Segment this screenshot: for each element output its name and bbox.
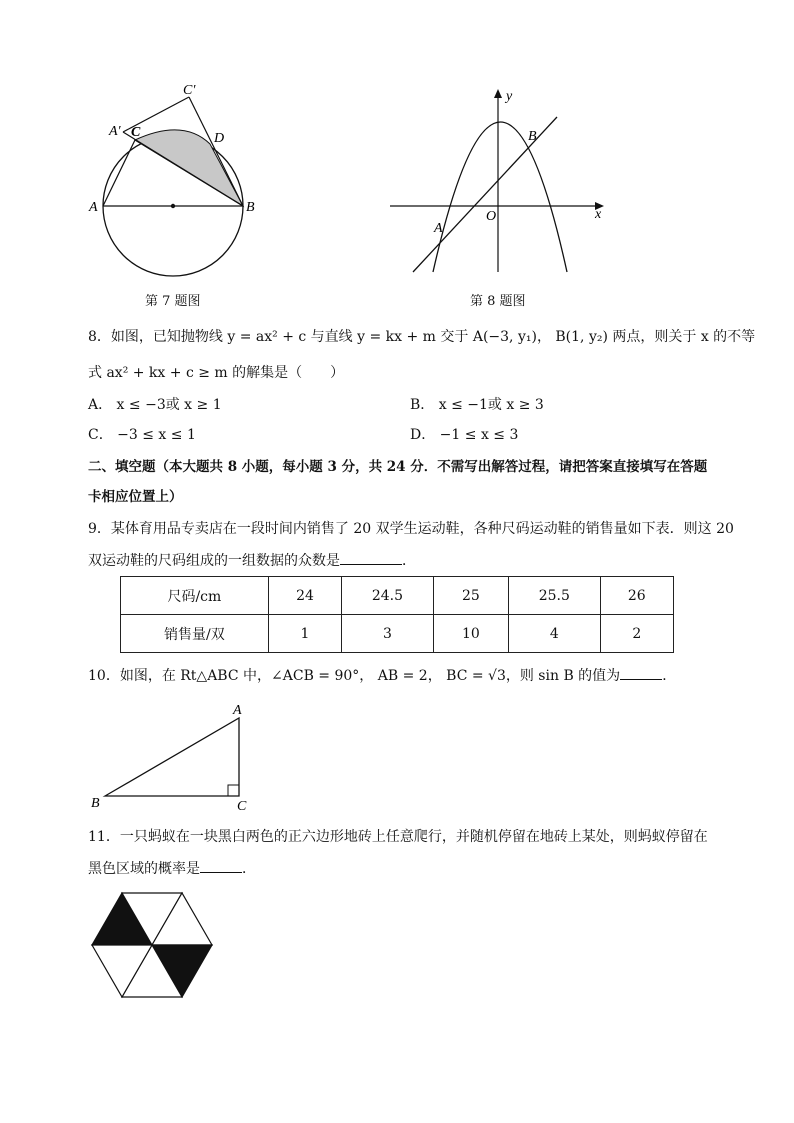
q9-count-1: 1 bbox=[268, 615, 341, 653]
fig7-center-dot bbox=[171, 204, 175, 208]
q9-size-24-5: 24.5 bbox=[342, 577, 433, 615]
q9-line1: 9．某体育用品专卖店在一段时间内销售了 20 双学生运动鞋，各种尺码运动鞋的销售量如下表．则这 20 bbox=[88, 521, 734, 537]
figure-7 bbox=[85, 78, 275, 288]
q9-end: ． bbox=[402, 553, 416, 569]
fig8-label-x: x bbox=[595, 207, 602, 222]
q10-line1-wrap bbox=[88, 665, 676, 686]
q9-table bbox=[120, 576, 674, 653]
q10-end: ． bbox=[662, 668, 677, 684]
q8-option-a: A． x ≤ −3或 x ≥ 1 bbox=[88, 397, 222, 413]
q8-line2: 式 ax² + kx + c ≥ m 的解集是（ ） bbox=[88, 365, 345, 381]
q11-line2-wrap bbox=[88, 858, 256, 879]
fig7-caption: 第 7 题图 bbox=[145, 294, 201, 309]
fig7-label-D: D bbox=[214, 131, 225, 146]
fig8-label-O: O bbox=[486, 209, 497, 224]
q11-line1: 11．一只蚂蚁在一块黑白两色的正六边形地砖上任意爬行，并随机停留在地砖上某处，则蚂蚁停留在 bbox=[88, 829, 708, 845]
q9-size-24: 24 bbox=[268, 577, 341, 615]
fig8-label-y: y bbox=[506, 89, 513, 104]
q11-line2: 黑色区域的概率是 bbox=[88, 861, 200, 877]
q9-size-26: 26 bbox=[600, 577, 673, 615]
fig10-label-C: C bbox=[237, 799, 247, 814]
fig8-label-A: A bbox=[434, 221, 443, 236]
fig8-parabola bbox=[433, 122, 567, 272]
q8-option-b: B． x ≤ −1或 x ≥ 3 bbox=[410, 397, 544, 413]
q9-table-row-label: 销售量/双 bbox=[121, 615, 269, 653]
q9-count-5: 2 bbox=[600, 615, 673, 653]
q11-end: ． bbox=[242, 861, 256, 877]
fig10-label-A: A bbox=[233, 703, 242, 718]
section2-heading-line2: 卡相应位置上） bbox=[88, 489, 183, 505]
fig7-shaded-region bbox=[135, 130, 243, 206]
figure-10 bbox=[85, 700, 255, 815]
table-row bbox=[121, 615, 674, 653]
fig7-chord-AC bbox=[103, 140, 135, 206]
fig8-y-arrow bbox=[494, 89, 502, 98]
q10-answer-blank[interactable] bbox=[620, 665, 662, 680]
fig10-triangle bbox=[105, 718, 239, 796]
q8-option-d: D． −1 ≤ x ≤ 3 bbox=[410, 427, 519, 443]
q9-count-3: 10 bbox=[433, 615, 508, 653]
fig7-label-C: C bbox=[131, 125, 141, 140]
figure-11-hexagon bbox=[86, 888, 218, 1002]
fig10-label-B: B bbox=[91, 796, 100, 811]
figure-8 bbox=[385, 82, 615, 282]
q9-line2: 双运动鞋的尺码组成的一组数据的众数是 bbox=[88, 553, 340, 569]
q8-option-c: C． −3 ≤ x ≤ 1 bbox=[88, 427, 196, 443]
fig8-label-B: B bbox=[528, 129, 537, 144]
fig7-label-A-prime: A′ bbox=[109, 124, 121, 139]
q9-answer-blank[interactable] bbox=[340, 550, 402, 565]
section2-heading-line1: 二、填空题（本大题共 8 小题，每小题 3 分，共 24 分．不需写出解答过程，请把答案直接填写在答题 bbox=[88, 459, 708, 475]
q9-table-header: 尺码/cm bbox=[121, 577, 269, 615]
fig7-label-A: A bbox=[89, 200, 98, 215]
q11-answer-blank[interactable] bbox=[200, 858, 242, 873]
q9-count-2: 3 bbox=[342, 615, 433, 653]
table-row bbox=[121, 577, 674, 615]
q9-line2-wrap bbox=[88, 550, 416, 571]
q9-size-25: 25 bbox=[433, 577, 508, 615]
q9-size-25-5: 25.5 bbox=[509, 577, 600, 615]
q9-count-4: 4 bbox=[509, 615, 600, 653]
fig8-caption: 第 8 题图 bbox=[470, 294, 526, 309]
fig7-label-B: B bbox=[246, 200, 255, 215]
fig7-label-C-prime: C′ bbox=[183, 83, 196, 98]
fig10-right-angle-mark bbox=[228, 785, 239, 796]
q10-line1: 10．如图，在 Rt△ABC 中，∠ACB = 90°， AB = 2， BC = √3，则 sin B 的值为 bbox=[88, 668, 621, 684]
q8-line1: 8．如图，已知抛物线 y = ax² + c 与直线 y = kx + m 交于 A(−3, y₁)， B(1, y₂) 两点，则关于 x 的不等 bbox=[88, 329, 756, 345]
